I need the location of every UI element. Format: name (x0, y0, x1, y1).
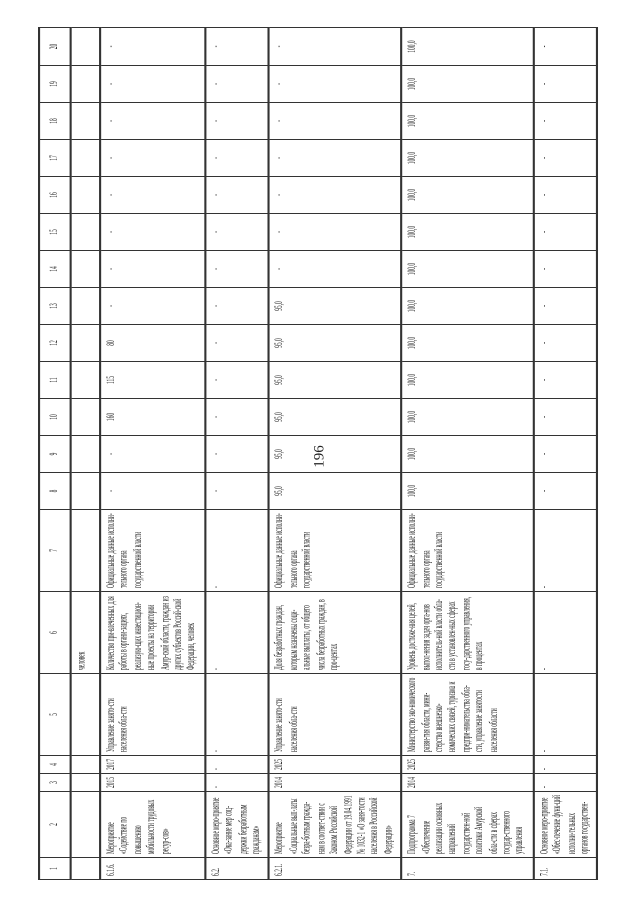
table-cell (71, 103, 100, 140)
table-cell: - (205, 214, 269, 251)
table-cell: 100,0 (401, 325, 533, 362)
table-cell: 2014 (401, 774, 533, 792)
table-cell: 9 (39, 436, 71, 473)
table-cell: Мероприятие «Содействие по повышению мобильности трудовых ресур-сов» (100, 792, 205, 858)
table-cell: - (100, 473, 205, 510)
table-cell: 6.1.6. (100, 858, 205, 880)
table-cell: - (533, 288, 597, 325)
table-cell: - (205, 592, 269, 674)
table-cell: - (100, 140, 205, 177)
table-cell: 7. (401, 858, 533, 880)
table-cell: 95,0 (270, 473, 402, 510)
table-cell: Основное меро-приятие «Обес-печение функ-ций исполни-тельных органов государствен- (533, 792, 597, 858)
table-cell: 7 (39, 510, 71, 592)
table-cell: - (270, 214, 402, 251)
table-cell: 18 (39, 103, 71, 140)
table-cell: Количество при-влеченных для работы в органи-зациях, реализую-щих инвестицион-ные проекты на территории Амур-ской области, граждан из других субъектов Россий-ской Федерации, человек (100, 592, 205, 674)
table-cell (71, 858, 100, 880)
table-cell: - (100, 214, 205, 251)
table-cell: 6.2.1. (270, 858, 402, 880)
table-cell: - (205, 103, 269, 140)
indicators-table (38, 27, 599, 880)
table-cell (71, 28, 100, 66)
table-cell: Подпрограмма 7 «Обеспечение реализации основных направлений государствен-ной политики Амурской обла-сти в сферах государ-ственного управления (401, 792, 533, 858)
table-row (401, 28, 533, 880)
table-cell: 2 (39, 792, 71, 858)
table-cell: 115 (100, 362, 205, 399)
table-cell (71, 756, 100, 774)
table-cell: человек (71, 592, 100, 674)
table-cell: - (100, 66, 205, 103)
table-cell: - (533, 756, 597, 774)
table-cell (71, 177, 100, 214)
table-cell (71, 362, 100, 399)
table-row (270, 28, 402, 880)
table-cell: 6 (39, 592, 71, 674)
table-cell: - (270, 28, 402, 66)
table-cell: - (100, 103, 205, 140)
table-cell: - (205, 362, 269, 399)
table-cell (71, 674, 100, 756)
table-cell: - (100, 436, 205, 473)
column-number-row (39, 28, 71, 880)
table-cell: Управление занято-сти населения обла-сти (100, 674, 205, 756)
table-cell: 100,0 (401, 214, 533, 251)
table-cell: 95,0 (270, 325, 402, 362)
table-cell: - (270, 177, 402, 214)
table-cell: 16 (39, 177, 71, 214)
table-cell (71, 792, 100, 858)
table-cell: - (205, 399, 269, 436)
table-cell: 95,0 (270, 436, 402, 473)
table-cell: 5 (39, 674, 71, 756)
table-cell: 95,0 (270, 399, 402, 436)
table-cell: - (205, 140, 269, 177)
table-cell (71, 510, 100, 592)
table-cell: - (270, 251, 402, 288)
table-cell: - (533, 399, 597, 436)
table-cell: 100,0 (401, 362, 533, 399)
table-cell: - (533, 103, 597, 140)
table-cell: - (270, 66, 402, 103)
table-cell: 100,0 (401, 140, 533, 177)
table-cell: Основное меро-приятие «Ока-зание мер соц-держки безработным гражданам» (205, 792, 269, 858)
table-cell: - (270, 140, 402, 177)
table-cell: 160 (100, 399, 205, 436)
table-cell: - (533, 28, 597, 66)
table-cell: - (533, 510, 597, 592)
table-cell: 11 (39, 362, 71, 399)
table-cell: - (533, 774, 597, 792)
table-cell: - (205, 674, 269, 756)
table-cell: 100,0 (401, 399, 533, 436)
table-cell: - (100, 177, 205, 214)
table-cell: 2015 (100, 774, 205, 792)
table-row (533, 28, 597, 880)
table-cell: 2014 (270, 774, 402, 792)
table-cell: 17 (39, 140, 71, 177)
table-cell: - (270, 103, 402, 140)
table-cell: 100,0 (401, 436, 533, 473)
table-cell: 4 (39, 756, 71, 774)
table-cell: 13 (39, 288, 71, 325)
table-cell: 8 (39, 473, 71, 510)
table-cell (71, 399, 100, 436)
table-cell: - (205, 177, 269, 214)
table-cell (71, 436, 100, 473)
table-cell: 7.1. (533, 858, 597, 880)
table-cell: - (205, 66, 269, 103)
table-cell (71, 251, 100, 288)
table-cell: - (100, 288, 205, 325)
table-cell: - (533, 592, 597, 674)
table-cell: 100,0 (401, 251, 533, 288)
table-row (100, 28, 205, 880)
table-cell: - (100, 251, 205, 288)
table-cell (71, 66, 100, 103)
table-cell: - (205, 436, 269, 473)
table-cell: - (205, 325, 269, 362)
table-cell: - (205, 510, 269, 592)
table-cell: - (205, 473, 269, 510)
table-cell (71, 214, 100, 251)
page-number: 196 (311, 445, 328, 468)
table-cell: - (533, 674, 597, 756)
table-cell: 19 (39, 66, 71, 103)
table-cell: - (205, 28, 269, 66)
table-cell: 95,0 (270, 362, 402, 399)
table-cell: 2025 (270, 756, 402, 774)
table-cell: - (533, 177, 597, 214)
table-cell (71, 288, 100, 325)
table-cell: - (533, 251, 597, 288)
table-cell (71, 473, 100, 510)
table-cell: - (533, 66, 597, 103)
table-cell: 100,0 (401, 177, 533, 214)
table-cell: 2025 (401, 756, 533, 774)
table-row (71, 28, 100, 880)
table-cell: Доля безработных граждан, которым назначены соци-альные выплаты, от общего числа безработных граждан, в про-центах (270, 592, 402, 674)
table-cell: 95,0 (270, 288, 402, 325)
table-cell: - (100, 28, 205, 66)
table-cell: Официальные данные исполни-тельного органа государственной власти (401, 510, 533, 592)
table-cell (71, 325, 100, 362)
table-cell: - (533, 473, 597, 510)
table-cell: - (205, 756, 269, 774)
table-cell: Официальные данные исполни-тельного органа государственной власти (270, 510, 402, 592)
table-cell: 15 (39, 214, 71, 251)
table-cell: 2017 (100, 756, 205, 774)
table-cell: - (205, 774, 269, 792)
table-cell: - (205, 288, 269, 325)
table-cell (71, 774, 100, 792)
table-cell: Управление занято-сти населения обла-сти (270, 674, 402, 756)
table-cell: 12 (39, 325, 71, 362)
table-row (205, 28, 269, 880)
table-cell: 14 (39, 251, 71, 288)
table-cell: - (533, 436, 597, 473)
table-cell: 10 (39, 399, 71, 436)
table-cell: 1 (39, 858, 71, 880)
table-cell: - (533, 214, 597, 251)
table-cell: 100,0 (401, 28, 533, 66)
table-cell: - (205, 251, 269, 288)
table-cell: 6.2. (205, 858, 269, 880)
table-cell: - (533, 362, 597, 399)
table-cell (71, 140, 100, 177)
table-cell: 80 (100, 325, 205, 362)
table-cell: 3 (39, 774, 71, 792)
table-cell: 20 (39, 28, 71, 66)
table-cell: - (533, 140, 597, 177)
table-cell: Министерство эко-номического разви-тия области, мини-стерство внешнеэко-номических связей, туризма и предпри-нимательства обла-сти, управление занятости населения области (401, 674, 533, 756)
table-cell: 100,0 (401, 288, 533, 325)
table-cell: 100,0 (401, 473, 533, 510)
table-cell: Уровень достиже-ния целей, выпол-нения задач орга-нов исполнитель-ной власти обла-сти в установлен-ных сферах госу-дарственного управления, в процентах (401, 592, 533, 674)
table-cell: 100,0 (401, 103, 533, 140)
table-cell: - (533, 325, 597, 362)
table-cell: Официальные данные исполни-тельного органа государственной власти (100, 510, 205, 592)
table-cell: Мероприятие «Социальные вып-латы безра-ботным гражда-нам в соответ-ствии с Законом Российской Федерации от 19.04.1991 № 1032-1 «О заня-тости населения в Российской Федерации» (270, 792, 402, 858)
table-cell: 100,0 (401, 66, 533, 103)
